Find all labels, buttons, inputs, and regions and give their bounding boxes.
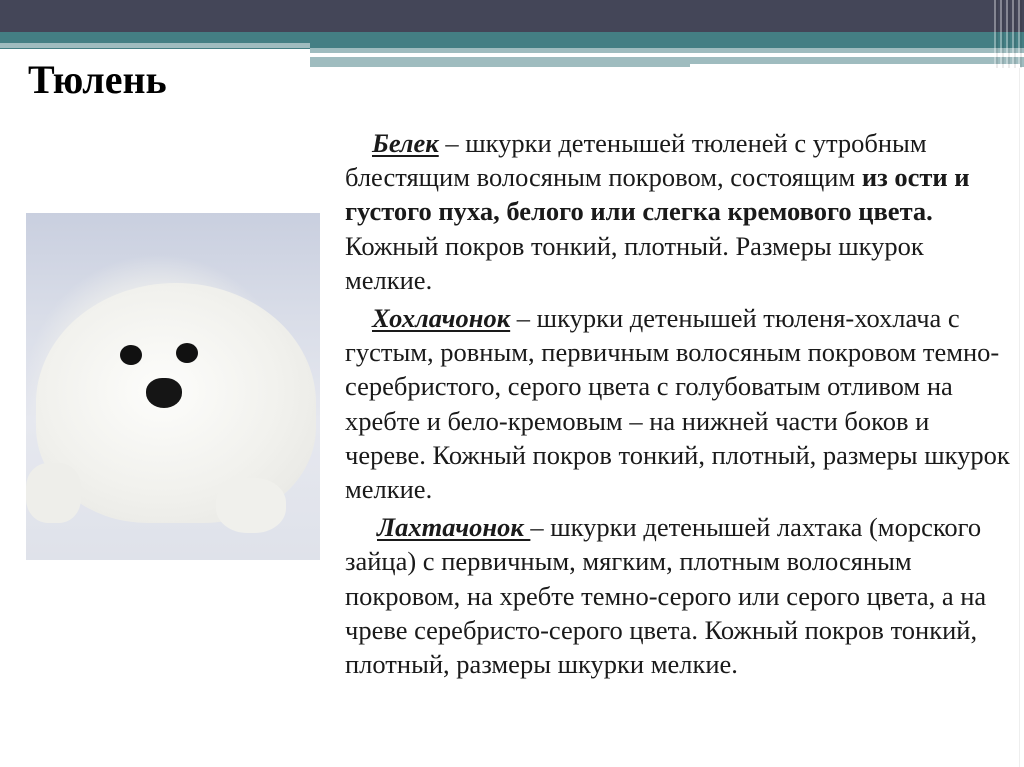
paragraph-text: – шкурки детенышей тюленей с утробным блестящим волосяным покровом, состоящим	[345, 128, 927, 193]
seal-right-eye	[176, 343, 198, 363]
slide-title: Тюлень	[28, 57, 167, 102]
slide-body-text	[345, 126, 1015, 685]
paragraph-bold-text: из ости и густого пуха, белого или слегка кремового цвета.	[345, 162, 970, 227]
seal-left-flipper	[26, 463, 81, 523]
right-edge-line	[1019, 68, 1020, 767]
term-lakhtachonok: Лахтачонок	[377, 512, 531, 543]
header-light-band-left	[0, 43, 310, 48]
paragraph-khokhlachonok	[345, 301, 1015, 506]
header-white-line-lower	[690, 64, 1020, 68]
header-dark-bar	[0, 0, 1024, 32]
term-belek: Белек	[372, 128, 439, 158]
paragraph-text: – шкурки детенышей лахтака (морского зайца) с первичным, мягким, плотным волосяным покровом, на хребте темно-серого или серого цвета, а на чреве серебристо-серого цвета. Кожный покров тонкий, плотный, размеры шкурки мелкие.	[345, 512, 987, 680]
paragraph-text-end: Кожный покров тонкий, плотный. Размеры шкурок мелкие.	[345, 230, 924, 295]
seal-nose	[146, 378, 182, 408]
header-right-stripes	[994, 0, 1024, 68]
paragraph-belek	[345, 126, 1015, 297]
paragraph-text: – шкурки детенышей тюленя-хохлача с густым, ровным, первичным волосяным покровом темно-серебристого, серого цвета с голубоватым отливом на хребте и бело-кремовым – на нижней части боков и череве. Кожный покров тонкий, плотный, размеры шкурок мелкие.	[345, 303, 1010, 505]
paragraph-lakhtachonok	[345, 510, 1015, 681]
term-khokhlachonok: Хохлачонок	[372, 303, 511, 334]
seal-left-eye	[120, 345, 142, 365]
seal-pup-photo	[26, 213, 320, 560]
seal-right-flipper	[216, 478, 286, 533]
